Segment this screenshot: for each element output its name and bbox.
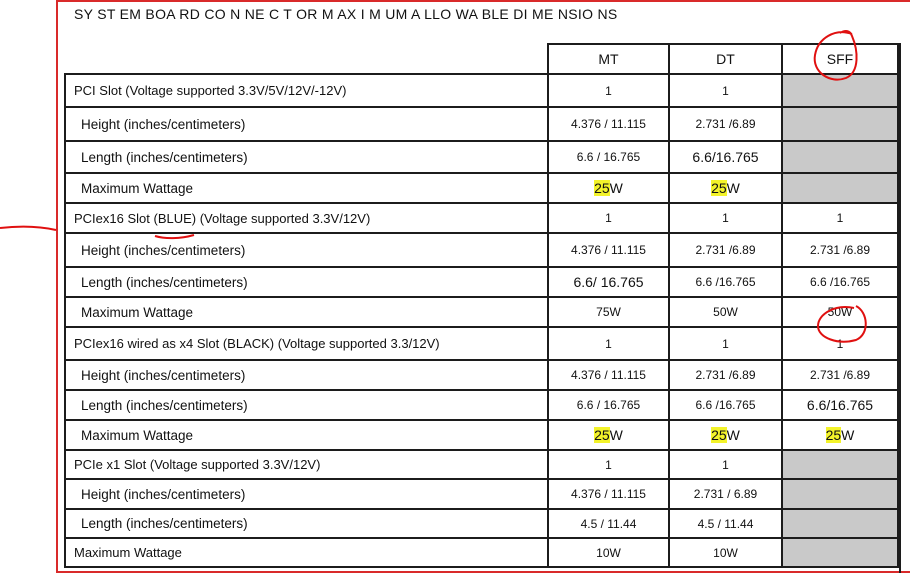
column-header-mt: MT <box>548 44 669 74</box>
cell-dt: 1 <box>669 203 782 233</box>
row-label: Height (inches/centimeters) <box>65 107 548 141</box>
cell-sff <box>782 173 898 203</box>
document-title: SY ST EM BOA RD CO N NE C T OR M AX I M UM A LLO WA BLE DI ME NSIO NS <box>74 6 618 22</box>
page-frame-top <box>56 0 910 2</box>
row-label: PCI Slot (Voltage supported 3.3V/5V/12V/-12V) <box>65 74 548 107</box>
cell-dt: 6.6/16.765 <box>669 141 782 173</box>
cell-dt: 1 <box>669 74 782 107</box>
cell-sff <box>782 141 898 173</box>
header-blank-cell <box>65 44 548 74</box>
row-label: Length (inches/centimeters) <box>65 390 548 420</box>
cell-dt: 2.731 /6.89 <box>669 107 782 141</box>
table-row <box>65 233 898 267</box>
cell-sff: 6.6/16.765 <box>782 390 898 420</box>
row-label: Length (inches/centimeters) <box>65 509 548 538</box>
highlighted-value: 25 <box>711 427 727 443</box>
row-label: Length (inches/centimeters) <box>65 267 548 297</box>
cell-dt: 2.731 /6.89 <box>669 233 782 267</box>
cell-dt: 2.731 /6.89 <box>669 360 782 390</box>
cell-mt: 4.376 / 11.115 <box>548 479 669 509</box>
table-row <box>65 173 898 203</box>
cell-sff: 6.6 /16.765 <box>782 267 898 297</box>
table-row <box>65 420 898 450</box>
cell-dt: 4.5 / 11.44 <box>669 509 782 538</box>
page-frame-left <box>56 0 58 573</box>
row-label: Height (inches/centimeters) <box>65 479 548 509</box>
table-row <box>65 267 898 297</box>
cell-mt: 10W <box>548 538 669 567</box>
margin-arrow-annotation <box>0 227 56 230</box>
row-label: PCIex16 wired as x4 Slot (BLACK) (Voltage supported 3.3/12V) <box>65 327 548 360</box>
cell-sff: 2.731 /6.89 <box>782 233 898 267</box>
cell-mt: 4.376 / 11.115 <box>548 107 669 141</box>
cell-mt: 1 <box>548 74 669 107</box>
cell-dt: 25W <box>669 173 782 203</box>
table-header-row <box>65 44 898 74</box>
table-section-row <box>65 203 898 233</box>
connector-dimensions-table <box>64 43 899 568</box>
table-row <box>65 479 898 509</box>
table-row <box>65 360 898 390</box>
cell-sff <box>782 479 898 509</box>
table-row <box>65 509 898 538</box>
cell-mt: 4.376 / 11.115 <box>548 233 669 267</box>
cell-dt: 50W <box>669 297 782 327</box>
row-label: Length (inches/centimeters) <box>65 141 548 173</box>
cell-sff <box>782 509 898 538</box>
cell-sff <box>782 450 898 479</box>
cell-mt: 75W <box>548 297 669 327</box>
cell-sff: 2.731 /6.89 <box>782 360 898 390</box>
row-label: Height (inches/centimeters) <box>65 360 548 390</box>
row-label: PCIe x1 Slot (Voltage supported 3.3V/12V) <box>65 450 548 479</box>
row-label: Maximum Wattage <box>65 538 548 567</box>
table-row <box>65 390 898 420</box>
cell-dt: 1 <box>669 450 782 479</box>
cell-sff: 25W <box>782 420 898 450</box>
cell-sff <box>782 74 898 107</box>
cell-sff <box>782 538 898 567</box>
table-row <box>65 297 898 327</box>
row-label: Maximum Wattage <box>65 173 548 203</box>
table-section-row <box>65 538 898 567</box>
highlighted-value: 25 <box>594 427 610 443</box>
highlighted-value: 25 <box>825 427 842 443</box>
row-label: Maximum Wattage <box>65 420 548 450</box>
cell-mt: 6.6/ 16.765 <box>548 267 669 297</box>
column-header-dt: DT <box>669 44 782 74</box>
cell-mt: 4.376 / 11.115 <box>548 360 669 390</box>
cell-mt: 1 <box>548 203 669 233</box>
cell-sff: 1 <box>782 327 898 360</box>
cell-dt: 6.6 /16.765 <box>669 390 782 420</box>
highlighted-value: 25 <box>711 180 727 196</box>
table-section-row <box>65 450 898 479</box>
cell-dt: 10W <box>669 538 782 567</box>
cell-sff: 50W <box>782 297 898 327</box>
table-section-row <box>65 327 898 360</box>
next-column-edge <box>899 43 901 573</box>
column-header-sff: SFF <box>782 44 898 74</box>
row-label: Maximum Wattage <box>65 297 548 327</box>
table-section-row <box>65 74 898 107</box>
cell-mt: 6.6 / 16.765 <box>548 141 669 173</box>
cell-mt: 1 <box>548 450 669 479</box>
cell-mt: 1 <box>548 327 669 360</box>
cell-dt: 25W <box>669 420 782 450</box>
cell-mt: 25W <box>548 173 669 203</box>
row-label: PCIex16 Slot (BLUE) (Voltage supported 3.3V/12V) <box>65 203 548 233</box>
cell-mt: 4.5 / 11.44 <box>548 509 669 538</box>
cell-dt: 2.731 / 6.89 <box>669 479 782 509</box>
cell-mt: 6.6 / 16.765 <box>548 390 669 420</box>
table-row <box>65 141 898 173</box>
row-label: Height (inches/centimeters) <box>65 233 548 267</box>
table-row <box>65 107 898 141</box>
cell-sff: 1 <box>782 203 898 233</box>
cell-dt: 1 <box>669 327 782 360</box>
cell-dt: 6.6 /16.765 <box>669 267 782 297</box>
cell-mt: 25W <box>548 420 669 450</box>
highlighted-value: 25 <box>594 180 610 196</box>
cell-sff <box>782 107 898 141</box>
